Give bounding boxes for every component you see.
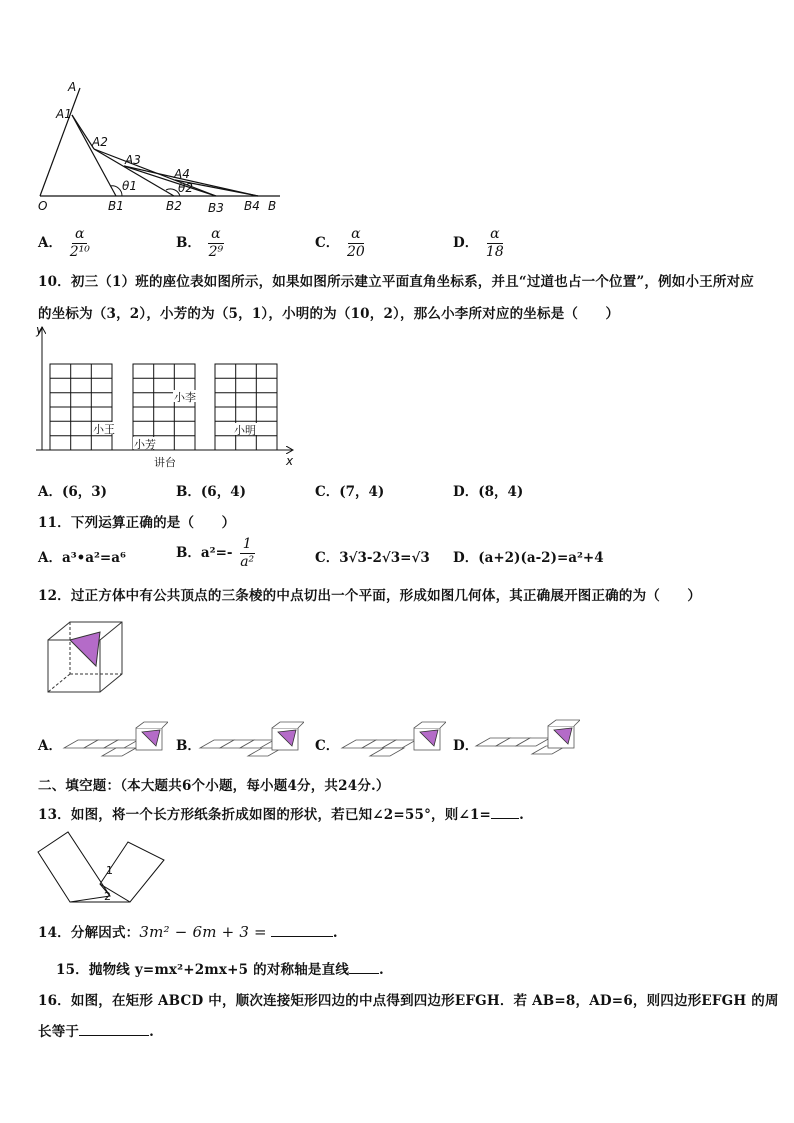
q16-end: . [149,1024,155,1040]
q12-option-b-net[interactable] [198,720,304,760]
label-A2: A2 [92,135,108,149]
y-axis-label: y [36,323,44,337]
frac-num: α [487,226,502,244]
cube-figure [40,618,130,698]
q11-option-c[interactable] [315,546,430,566]
q9-option-c[interactable] [315,226,368,261]
label-A: A [68,82,77,94]
q12-option-a-net[interactable] [62,720,168,760]
seat-xiaofang: 小芳 [134,438,156,451]
seat-xiaowang: 小王 [93,423,115,436]
label-B4: B4 [244,199,260,213]
seat-xiaoli: 小李 [174,391,196,404]
option-letter: C． [315,235,340,251]
q12-option-a-label[interactable]: A． [38,738,62,754]
option-letter: D． [453,550,479,566]
option-letter: D． [453,235,479,251]
frac-num: 1 [240,536,255,554]
q10-option-b[interactable]: B．(6，4) [176,484,246,500]
q12-option-c-label[interactable]: C． [315,738,340,754]
q15-text [56,958,384,978]
q12-option-c-net[interactable] [340,720,446,760]
q11-option-d[interactable] [453,546,604,566]
q15-end: . [379,962,384,978]
frac-num: α [348,226,363,244]
label-O: O [38,199,48,213]
option-text: a³•a²=a⁶ [61,550,126,566]
section-heading: 二、填空题：（本大题共6个小题，每小题4分，共24分.） [38,778,390,794]
angle-label-1: 1 [106,864,113,877]
q12-option-d-label[interactable]: D． [453,738,479,754]
option-letter: B． [176,545,201,561]
angle-label-2: 2 [104,890,111,903]
q9-option-a[interactable] [38,226,93,261]
label-A3: A3 [125,153,141,167]
q10-option-a[interactable]: A．(6，3) [38,484,108,500]
q14-stem: 14．分解因式： [38,925,140,941]
option-text: 3√3-2√3=√3 [339,550,430,566]
q15-stem: 15．抛物线 y=mx²+2mx+5 的对称轴是直线 [56,962,350,978]
answer-blank[interactable] [79,1035,149,1036]
q9-option-b[interactable] [176,226,226,261]
q16-line1: 16．如图，在矩形 ABCD 中，顺次连接矩形四边的中点得到四边形EFGH．若 AB=8，AD=6，则四边形EFGH 的周 [38,993,779,1009]
q12-stem: 12．过正方体中有公共顶点的三条棱的中点切出一个平面，形成如图几何体，其正确展开图正确的为（ ） [38,588,702,604]
q10-line1: 10．初三（1）班的座位表如图所示，如果如图所示建立平面直角坐标系，并且“过道也占一个位置”，例如小王所对应 [38,274,755,290]
q12-option-b-label[interactable]: B． [176,738,201,754]
folded-strip-figure [36,828,168,908]
label-theta2: θ2 [178,181,193,195]
seating-chart [30,322,300,472]
q10-option-c[interactable]: C．(7，4) [315,484,385,500]
answer-blank[interactable] [491,818,519,819]
q14-end: . [332,925,338,941]
frac-den: 20 [346,244,365,260]
frac-num: α [72,226,87,244]
q16-line2 [38,1020,154,1040]
q13-stem: 13．如图，将一个长方形纸条折成如图的形状，若已知∠2=55°，则∠1= [38,807,492,823]
q13-text [38,803,524,823]
frac-num: α [208,226,223,244]
label-B2: B2 [166,199,182,213]
frac-den: 18 [485,244,504,260]
answer-blank[interactable] [271,936,333,937]
angle-figure [30,82,290,217]
q16-stem: 长等于 [38,1024,80,1040]
label-A1: A1 [56,107,72,121]
label-B3: B3 [208,201,224,215]
option-letter: B． [176,235,201,251]
label-B: B [268,199,277,213]
q10-line2: 的坐标为（3，2），小芳的为（5，1），小明的为（10，2），那么小李所对应的坐标是（ ） [38,306,620,322]
q12-option-d-net[interactable] [474,718,580,758]
label-A4: A4 [174,167,190,181]
q11-option-a[interactable] [38,546,126,566]
seat-xiaoming: 小明 [234,424,256,437]
q11-option-b[interactable] [176,536,257,571]
frac-den: 2¹⁰ [69,244,90,260]
option-text: (a+2)(a-2)=a²+4 [478,550,604,566]
q14-expression: 3m² − 6m + 3 = [139,923,267,941]
q10-option-d[interactable]: D．(8，4) [453,484,524,500]
x-axis-label: x [286,454,294,468]
q13-end: . [519,807,524,823]
frac-den: 2⁹ [208,244,224,260]
q11-stem: 11．下列运算正确的是（ ） [38,515,236,531]
label-theta1: θ1 [122,179,137,193]
q9-option-d[interactable] [453,226,507,261]
option-text: a²=- [200,545,233,561]
label-B1: B1 [108,199,124,213]
option-letter: A． [38,550,62,566]
q14-text [38,921,338,941]
option-letter: A． [38,235,62,251]
podium-label: 讲台 [154,456,176,469]
option-letter: C． [315,550,340,566]
answer-blank[interactable] [349,973,379,974]
frac-den: a² [240,554,255,570]
